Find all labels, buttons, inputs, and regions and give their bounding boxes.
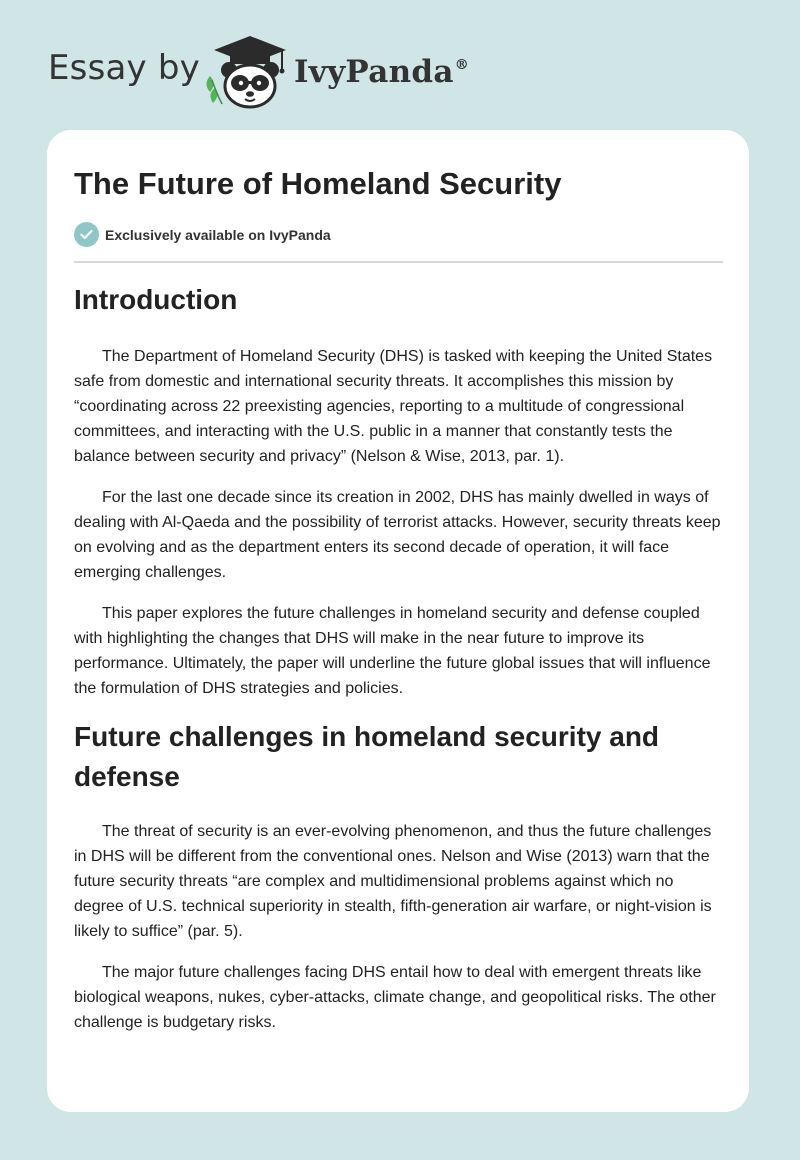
- section-future-challenges: [74, 717, 724, 1035]
- ivypanda-name: IvyPanda: [294, 54, 454, 90]
- paragraph: The threat of security is an ever-evolving phenomenon, and thus the future challenges in DHS will be different from the conventional ones. Nelson and Wise (2013) warn that the future security threats “are complex and multidimensional problems against which no degree of U.S. technical superiority in stealth, fifth-generation air warfare, or night-vision is likely to suffice” (par. 5).: [74, 823, 712, 940]
- check-icon: [74, 222, 99, 247]
- exclusive-badge-label: Exclusively available on IvyPanda: [105, 226, 331, 243]
- registered-mark: ®: [454, 56, 470, 73]
- essay-title: The Future of Homeland Security: [74, 166, 562, 201]
- essay-by-label: Essay by: [48, 48, 200, 88]
- ivypanda-logo-icon: [202, 34, 292, 110]
- title-divider: [74, 261, 723, 263]
- paragraph: The major future challenges facing DHS entail how to deal with emergent threats like biological weapons, nukes, cyber-attacks, climate change, and geopolitical risks. The other challenge is budgetary risks.: [74, 964, 716, 1031]
- section-heading: Future challenges in homeland security and defense: [74, 721, 660, 792]
- ivypanda-wordmark: [294, 54, 469, 90]
- exclusive-badge: [74, 222, 331, 247]
- paragraph: For the last one decade since its creation in 2002, DHS has mainly dwelled in ways of dealing with Al-Qaeda and the possibility of terrorist attacks. However, security threats keep on evolving and as the department enters its second decade of operation, it will face emerging challenges.: [74, 489, 721, 581]
- section-heading: Introduction: [74, 284, 238, 315]
- essay-body: [74, 280, 724, 1051]
- section-introduction: [74, 280, 724, 701]
- paragraph: The Department of Homeland Security (DHS) is tasked with keeping the United States safe from domestic and international security threats. It accomplishes this mission by “coordinating across 22 preexisting agencies, reporting to a multitude of congressional committees, and interacting with the U.S. public in a manner that constantly tests the balance between security and privacy” (Nelson & Wise, 2013, par. 1).: [74, 348, 713, 465]
- paragraph: This paper explores the future challenges in homeland security and defense coupled with highlighting the changes that DHS will make in the near future to improve its performance. Ultimately, the paper will underline the future global issues that will influence the formulation of DHS strategies and policies.: [74, 605, 711, 697]
- essay-card: [47, 130, 749, 1112]
- site-header: [48, 34, 468, 114]
